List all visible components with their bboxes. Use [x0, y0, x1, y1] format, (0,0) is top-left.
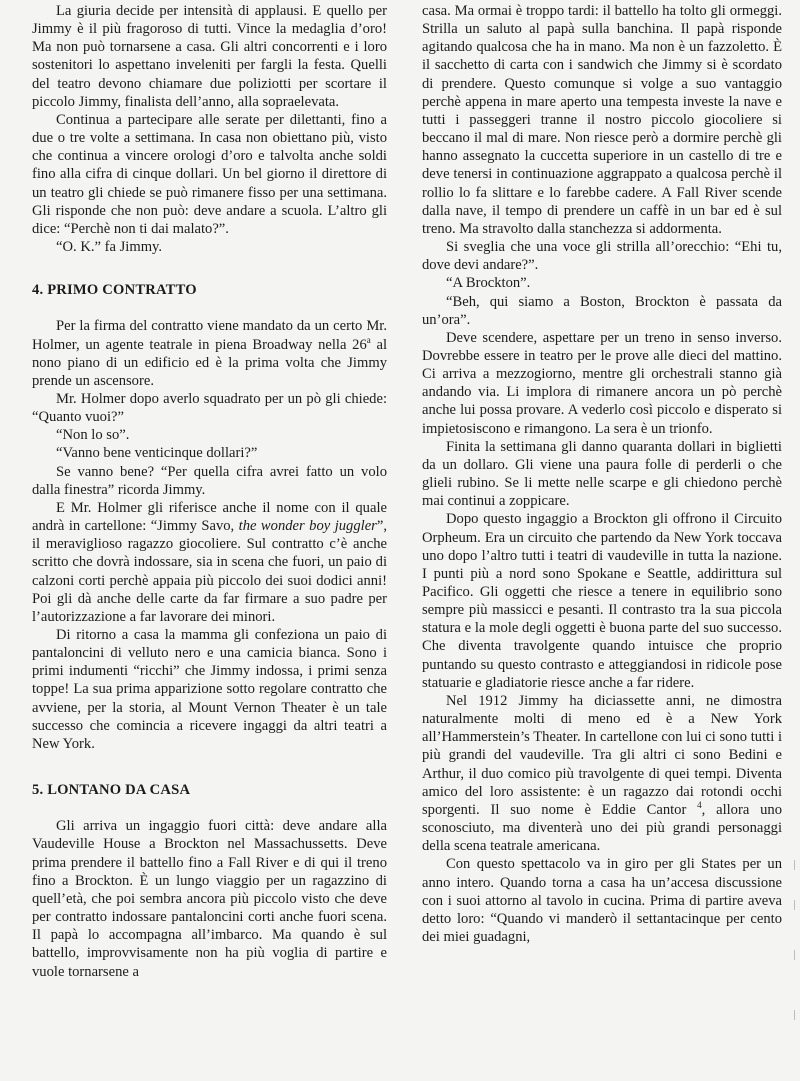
section-heading-primo-contratto: 4. PRIMO CONTRATTO	[32, 282, 197, 299]
paragraph: Mr. Holmer dopo averlo squadrato per un pò gli chiede: “Quanto vuoi?”	[32, 390, 387, 426]
paragraph: “Vanno bene venticinque dollari?”	[56, 445, 258, 462]
paragraph: Dopo questo ingaggio a Brockton gli offrono il Circuito Orpheum. Era un circuito che partendo da New York toccava uno dopo l’altro tutti i teatri di vaudeville in tutta la nazione. I punti più a nord sono Spokane e Seattle, addirittura sul Pacifico. Gli oggetti che riesce a tenere in equilibrio sono sempre più massicci e pesanti. Il contrasto tra la sua piccola statura e la mole degli oggetti è buona parte del suo successo. Che diventa travolgente quando intuisce che proprio puntando su questo contrasto e atteggiandosi in ridicole pose statuarie e gladiatorie riesce anche a far ridere.	[422, 511, 782, 691]
section-spacer	[32, 799, 387, 817]
page-edge-marks	[792, 860, 798, 1060]
edge-mark	[794, 1010, 798, 1020]
paragraph: Deve scendere, aspettare per un treno in senso inverso. Dovrebbe essere in teatro per le prove alle dieci del mattino. Ci arriva a mezzogiorno, mentre gli orchestrali stanno già andando via. Li implora di rimanere ancora un pò perchè anche lui possa provare. A vederlo così piccolo e disperato si impietosiscono e rimangono. La sera è un trionfo.	[422, 329, 782, 437]
paragraph: Finita la settimana gli danno quaranta dollari in biglietti da un dollaro. Gli viene una paura folle di perderli o che glieli rubino. Se li mette nelle scarpe e gli chiedono perchè mai continui a zoppicare.	[422, 438, 782, 510]
paragraph: “A Brockton”.	[446, 275, 531, 292]
edge-mark	[794, 900, 798, 910]
paragraph-text: al nono piano di un edificio ed è la prima volta che Jimmy prende un ascensore.	[32, 336, 387, 389]
paragraph: “Beh, qui siamo a Boston, Brockton è passata da un’ora”.	[422, 293, 782, 328]
section-spacer	[32, 753, 387, 781]
italic-title: the wonder boy juggler	[238, 518, 377, 535]
paragraph: Di ritorno a casa la mamma gli confeziona un paio di pantaloncini di velluto nero e una camicia bianca. Sono i primi indumenti “ricchi” che Jimmy indossa, i primi senza toppe! La sua prima apparizione sotto regolare contratto che avviene, per la storia, al Mount Vernon Theater è un tale successo che comincia a ricevere ingaggi da altri teatri a New York.	[32, 627, 387, 752]
edge-mark	[794, 860, 798, 870]
paragraph-text: Nel 1912 Jimmy ha diciassette anni, ne dimostra naturalmente molti di meno ed è a New York all’Hammerstein’s Theater. In cartellone con lui ci sono tutti i più grandi del vaudeville. Tra gli altri ci sono Bedini e Arthur, il duo comico più travolgente di quei tempi. Diventa amico del loro assistente: è un ragazzo dai rotondi occhi sporgenti. Il suo nome è Eddie Cantor	[422, 692, 782, 818]
paragraph: La giuria decide per intensità di applausi. E quello per Jimmy è il più fragoroso di tutti. Vince la medaglia d’oro! Ma non può tornarsene a casa. Gli altri concorrenti e i loro sostenitori lo aspettano inveleniti per fargli la festa. Quelli del teatro devono chiamare due poliziotti per scortare il piccolo Jimmy, finalista dell’anno, alla sopraelevata.	[32, 3, 387, 110]
footnote-marker: 4	[697, 800, 702, 811]
paragraph: Si sveglia che una voce gli strilla all’orecchio: “Ehi tu, dove devi andare?”.	[422, 239, 782, 274]
paragraph-continued: casa. Ma ormai è troppo tardi: il battello ha tolto gli ormeggi. Strilla un saluto al papà sulla banchina. Il papà risponde agitando qualcosa che ha in mano. Ma non è un fazzoletto. È il sacchetto di carta con i sandwich che Jimmy si è scordato di prendere. Questo comunque si volge a suo vantaggio perchè appena in mare aperto una tempesta investe la nave e tutti i passeggeri tranne il nostro piccolo giocoliere si beccano il mal di mare. Non riesce però a dormire perchè gli hanno assegnato la cuccetta superiore in un castello di tre e deve tenersi in continuazione aggrappato a qualcosa perchè il rollio lo fa slittare e lo farebbe cadere. A Fall River scende dalla nave, il tempo di prendere un caffè in un bar ed è sul treno. Ma stravolto dalla stanchezza si addormenta.	[422, 3, 782, 237]
paragraph-text: , allora uno sconosciuto, ma diventerà uno dei più grandi personaggi della scena teatrale americana.	[422, 801, 782, 855]
paragraph: Continua a partecipare alle serate per dilettanti, fino a due o tre volte a settimana. In casa non obiettano più, visto che continua a vincere orologi d’oro e talvolta anche soldi fino alla cifra di cinque dollari. Un bel giorno il direttore di un teatro gli chiede se può rimanere fisso per una settimana. Gli risponde che non può: deve andare a scuola. L’altro gli dice: “Perchè non ti dai malato?”.	[32, 111, 387, 237]
paragraph	[422, 692, 782, 855]
edge-mark	[794, 950, 798, 960]
paragraph-text: E Mr. Holmer gli riferisce anche il nome con il quale andrà in cartellone: “Jimmy Savo,	[32, 499, 387, 535]
section-spacer	[32, 299, 387, 317]
paragraph: Gli arriva un ingaggio fuori città: deve andare alla Vaudeville House a Brockton nel Massachussetts. Deve prima prendere il battello fino a Fall River e di qui il treno fino a Brockton. È un lungo viaggio per un ragazzino di quell’età, che poi sembra ancora più piccolo visto che deve per contratto indossare pantaloncini corti anche fuori scena. Il papà lo accompagna all’imbarco. Ma quando è sul battello, improvvisamente non ha più voglia di partire e vuole tornarsene a	[32, 818, 387, 980]
paragraph-text: Per la firma del contratto viene mandato da un certo Mr. Holmer, un agente teatrale in piena Broadway nella 26	[32, 318, 387, 353]
paragraph: “O. K.” fa Jimmy.	[56, 239, 163, 256]
section-spacer	[32, 256, 387, 281]
paragraph	[32, 317, 387, 390]
paragraph: Con questo spettacolo va in giro per gli States per un anno intero. Quando torna a casa ha un’accesa discussione con i suoi attorno al tavolo in cucina. Prima di partire aveva detto loro: “Quando vi manderò il settantacinque per cento dei miei guadagni,	[422, 856, 782, 945]
paragraph: “Non lo so”.	[56, 427, 130, 444]
right-column	[422, 2, 782, 946]
paragraph: Se vanno bene? “Per quella cifra avrei fatto un volo dalla finestra” ricorda Jimmy.	[32, 463, 387, 498]
paragraph	[32, 499, 387, 626]
paragraph-text: ”, il meraviglioso ragazzo giocoliere. Sul contratto c’è anche scritto che dovrà indossare, sia in scena che fuori, un paio di calzoni corti perchè appaia più piccolo dei suoi dodici anni! Poi gli dà anche delle carte da far firmare a suo padre per l’autorizzazione a far lavorare dei minori.	[32, 518, 387, 625]
ordinal-superscript: a	[366, 334, 371, 345]
section-heading-lontano-da-casa: 5. LONTANO DA CASA	[32, 782, 191, 799]
left-column	[32, 2, 387, 981]
